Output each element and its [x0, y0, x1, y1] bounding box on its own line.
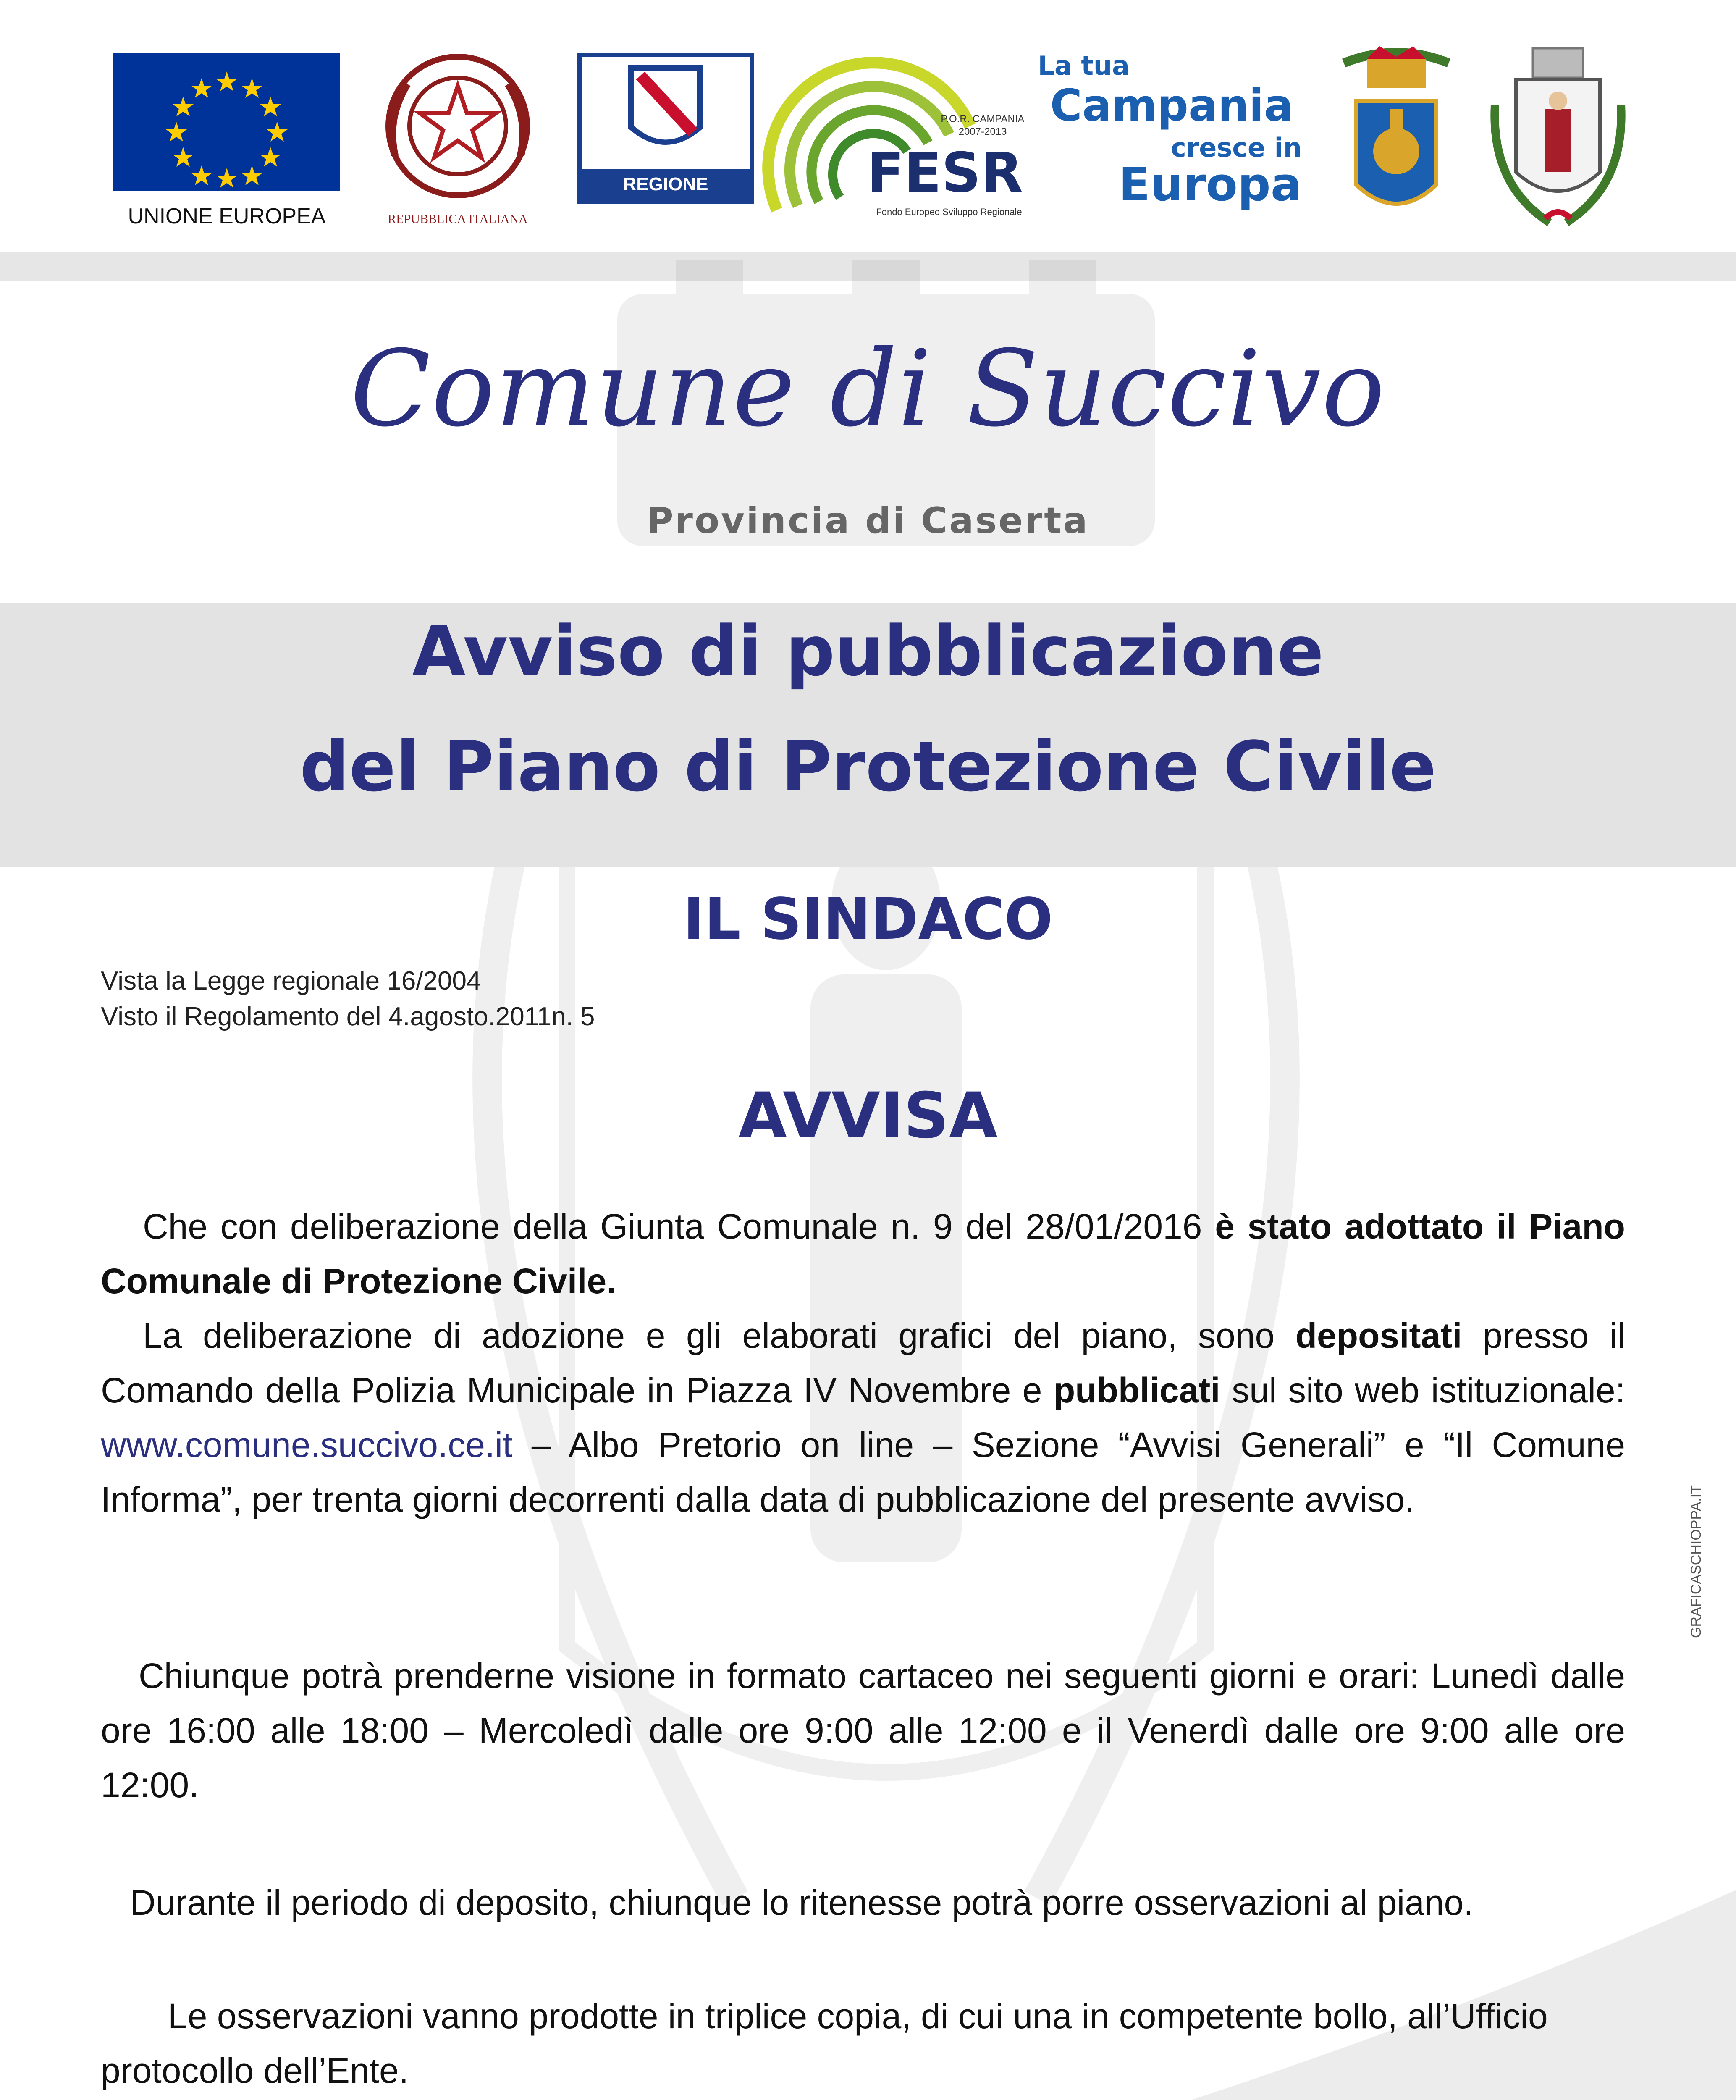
p1-text: Che con deliberazione della Giunta Comunale n. 9 del 28/01/2016 — [143, 1207, 1215, 1246]
p1-bold: è stato adottato il Piano Comunale di Protezione Civile. — [101, 1207, 1625, 1301]
paragraph-adoption — [101, 1199, 1625, 1308]
repubblica-emblem — [370, 50, 546, 239]
p3-text: Chiunque potrà prenderne visione in formato cartaceo nei seguenti giorni e orari: Lunedì dalle ore 16:00 alle 18:00 – Mercoledì dalle ore 9:00 alle 12:00 e il Venerdì dalle ore 9:00 alle ore 12:00. — [101, 1656, 1625, 1805]
saint-crest-icon — [1487, 46, 1629, 235]
repubblica-caption: REPUBBLICA ITALIANA — [388, 212, 528, 226]
p4-text: Durante il periodo di deposito, chiunque lo ritenesse potrà porre osservazioni al piano. — [130, 1883, 1474, 1922]
fesr-years: 2007-2013 — [958, 126, 1007, 137]
p2-text-c: presso il Comando della Polizia Municipale in Piazza IV Novembre e — [101, 1316, 1626, 1410]
p2-text-e: sul sito web istituzionale: — [1220, 1370, 1625, 1410]
campania-line1: La tua — [1038, 50, 1130, 81]
fesr-subtitle: Fondo Europeo Sviluppo Regionale — [876, 207, 1022, 217]
eu-logo — [113, 52, 340, 242]
eu-caption: UNIONE EUROPEA — [128, 204, 326, 228]
paragraph-observations — [101, 1875, 1487, 1930]
succivo-crest — [1487, 46, 1629, 235]
website-link[interactable]: www.comune.succivo.ce.it — [101, 1425, 513, 1465]
crown-crest-icon — [1327, 46, 1466, 223]
campania-europa-logo — [1025, 50, 1319, 227]
star-emblem-icon — [370, 50, 546, 210]
paragraph-deposit — [101, 1308, 1625, 1527]
provincia-subtitle: Provincia di Caserta — [647, 500, 1089, 542]
eu-flag-icon — [113, 52, 340, 191]
graphic-credit: GRAFICASCHIOPPA.IT — [1688, 1485, 1704, 1638]
comune-title: Comune di Succivo — [350, 328, 1386, 450]
notice-title-line2: del Piano di Protezione Civile — [299, 727, 1437, 807]
p5-text: Le osservazioni vanno prodotte in triplice copia, di cui una in competente bollo, all’Ufficio protocollo dell’Ente. — [101, 1996, 1548, 2090]
regione-campania-logo — [577, 52, 754, 225]
vista-legge: Vista la Legge regionale 16/2004 — [101, 966, 481, 995]
p2-bold-pubblicati: pubblicati — [1053, 1370, 1220, 1410]
fesr-logo — [752, 50, 1029, 231]
campania-line4: Europa — [1118, 158, 1302, 211]
regione-caption: REGIONE CAMPANIA — [582, 169, 750, 200]
regione-shield-icon — [582, 57, 750, 166]
paragraph-hours — [101, 1648, 1625, 1812]
avvisa-heading: AVVISA — [738, 1079, 998, 1152]
campania-line2: Campania — [1050, 80, 1293, 131]
fesr-por: P.O.R. CAMPANIA — [941, 113, 1025, 125]
p2-bold-depositati: depositati — [1295, 1316, 1462, 1355]
notice-title-line1: Avviso di pubblicazione — [412, 611, 1324, 691]
p2-text-f: – Albo Pretorio on line – Sezione “Avvisi Generali” e “Il Comune Informa”, per trenta giorni decorrenti dalla data di pubblicazione del presente avviso. — [101, 1425, 1625, 1519]
campania-line3: cresce in — [1170, 132, 1302, 163]
sindaco-heading: IL SINDACO — [683, 886, 1053, 953]
visto-regolamento: Visto il Regolamento del 4.agosto.2011n. 5 — [101, 1002, 595, 1031]
caserta-crest — [1327, 46, 1466, 223]
fesr-title: FESR — [867, 141, 1023, 205]
paragraph-copies — [101, 1989, 1634, 2098]
p2-text-a: La deliberazione di adozione e gli elaborati grafici del piano, sono — [143, 1316, 1295, 1355]
